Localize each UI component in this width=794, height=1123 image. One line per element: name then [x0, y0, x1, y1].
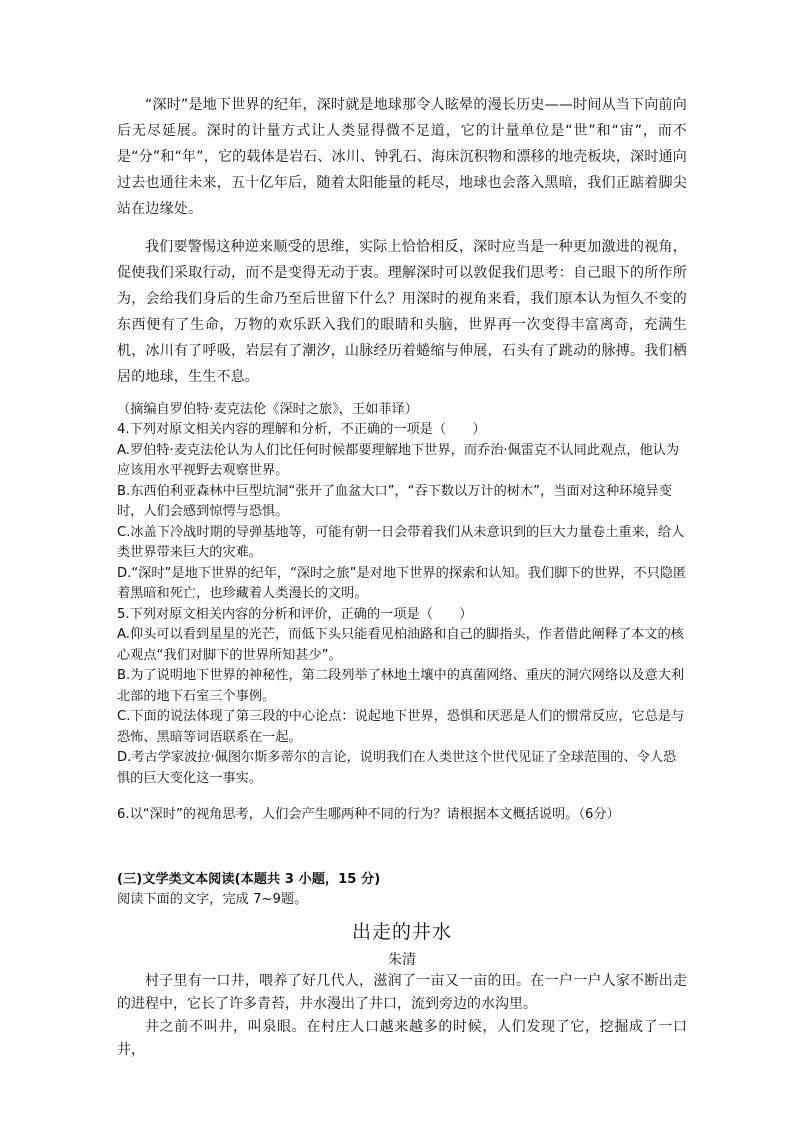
question-6 — [117, 805, 687, 826]
story-author: 朱清 — [388, 951, 416, 968]
question-4-option-b: B.东西伯利亚森林中巨型坑洞“张开了血盆大口”，“吞下数以万计的树木”，当面对这种环境异变时，人们会感到惊愕与恐惧。 — [117, 483, 672, 519]
question-4-option-c: C.冰盖下冷战时期的导弹基地等，可能有朝一日会带着我们从未意识到的巨大力量卷土重来，给人类世界带来巨大的灾难。 — [117, 524, 685, 560]
question-5-option-c: C.下面的说法体现了第三段的中心论点：说起地下世界，恐惧和厌恶是人们的惯常反应，它总是与恐怖、黑暗等词语联系在一起。 — [117, 709, 685, 745]
passage-paragraph-1: “深时”是地下世界的纪年，深时就是地球那令人眩晕的漫长历史——时间从当下向前向后无尽延展。深时的计量方式让人类显得微不足道，它的计量单位是“世”和“宙”，而不是“分”和“年”，它的载体是岩石、冰川、钟乳石、海床沉积物和漂移的地壳板块，深时通向过去也通往未来，五十亿年后，随着太阳能量的耗尽，地球也会落入黑暗，我们正踮着脚尖站在边缘处。 — [117, 97, 687, 217]
question-6-stem: 6.以“深时”的视角思考，人们会产生哪两种不同的行为？请根据本文概括说明。（6分） — [117, 807, 620, 822]
question-5-option-d: D.考古学家波拉·佩图尔斯多蒂尔的言论，说明我们在人类世这个世代见证了全球范围的、令人恐惧的巨大变化这一事实。 — [117, 750, 677, 786]
question-4-option-d: D.“深时”是地下世界的纪年，“深时之旅”是对地下世界的探索和认知。我们脚下的世界，不只隐匿着黑暗和死亡，也珍藏着人类漫长的文明。 — [117, 565, 687, 601]
question-5 — [117, 605, 687, 790]
story-title: 出走的井水 — [351, 920, 452, 943]
question-4 — [117, 420, 687, 605]
section-3-heading: (三)文学类文本阅读(本题共 3 小题，15 分) — [117, 871, 381, 887]
question-5-option-a: A.仰头可以看到星星的光芒，而低下头只能看见柏油路和自己的脚指头，作者借此阐释了本文的核心观点“我们对脚下的世界所知甚少”。 — [117, 627, 684, 663]
exam-page — [117, 92, 687, 1062]
question-4-option-a: A.罗伯特·麦克法伦认为人们比任何时候都要理解地下世界，而乔治·佩雷克不认同此观点，他认为应该用水平视野去观察世界。 — [117, 442, 680, 478]
passage-paragraph-2: 我们要警惕这种逆来顺受的思维，实际上恰恰相反，深时应当是一种更加激进的视角，促使我们采取行动，而不是变得无动于衷。理解深时可以敦促我们思考：自己眼下的所作所为，会给我们身后的生命乃至后世留下什么？用深时的视角来看，我们原本认为恒久不变的东西便有了生命，万物的欢乐跃入我们的眼睛和头脑，世界再一次变得丰富离奇，充满生机，冰川有了呼吸，岩层有了潮汐，山脉经历着蜷缩与伸展，石头有了跳动的脉搏。我们栖居的地球，生生不息。 — [117, 239, 687, 385]
story-paragraph-1: 村子里有一口井，喂养了好几代人，滋润了一亩又一亩的田。在一户一户人家不断出走的进程中，它长了许多青苔，井水漫出了井口，流到旁边的水沟里。 — [117, 972, 687, 1012]
section-3-instruction: 阅读下面的文字，完成 7~9题。 — [117, 891, 308, 907]
question-4-stem: 4.下列对原文相关内容的理解和分析，不正确的一项是（ ） — [117, 422, 486, 437]
question-5-option-b: B.为了说明地下世界的神秘性，第二段列举了林地土壤中的真菌网络、重庆的洞穴网络以及意大利北部的地下石室三个事例。 — [117, 668, 685, 704]
section-3 — [117, 870, 687, 1062]
passage-source: （摘编自罗伯特·麦克法伦《深时之旅》，王如菲译） — [117, 402, 418, 417]
question-5-stem: 5.下列对原文相关内容的分析和评价，正确的一项是（ ） — [117, 606, 473, 622]
story-paragraph-2: 井之前不叫井，叫泉眼。在村庄人口越来越多的时候，人们发现了它，挖掘成了一口井， — [117, 1018, 687, 1058]
